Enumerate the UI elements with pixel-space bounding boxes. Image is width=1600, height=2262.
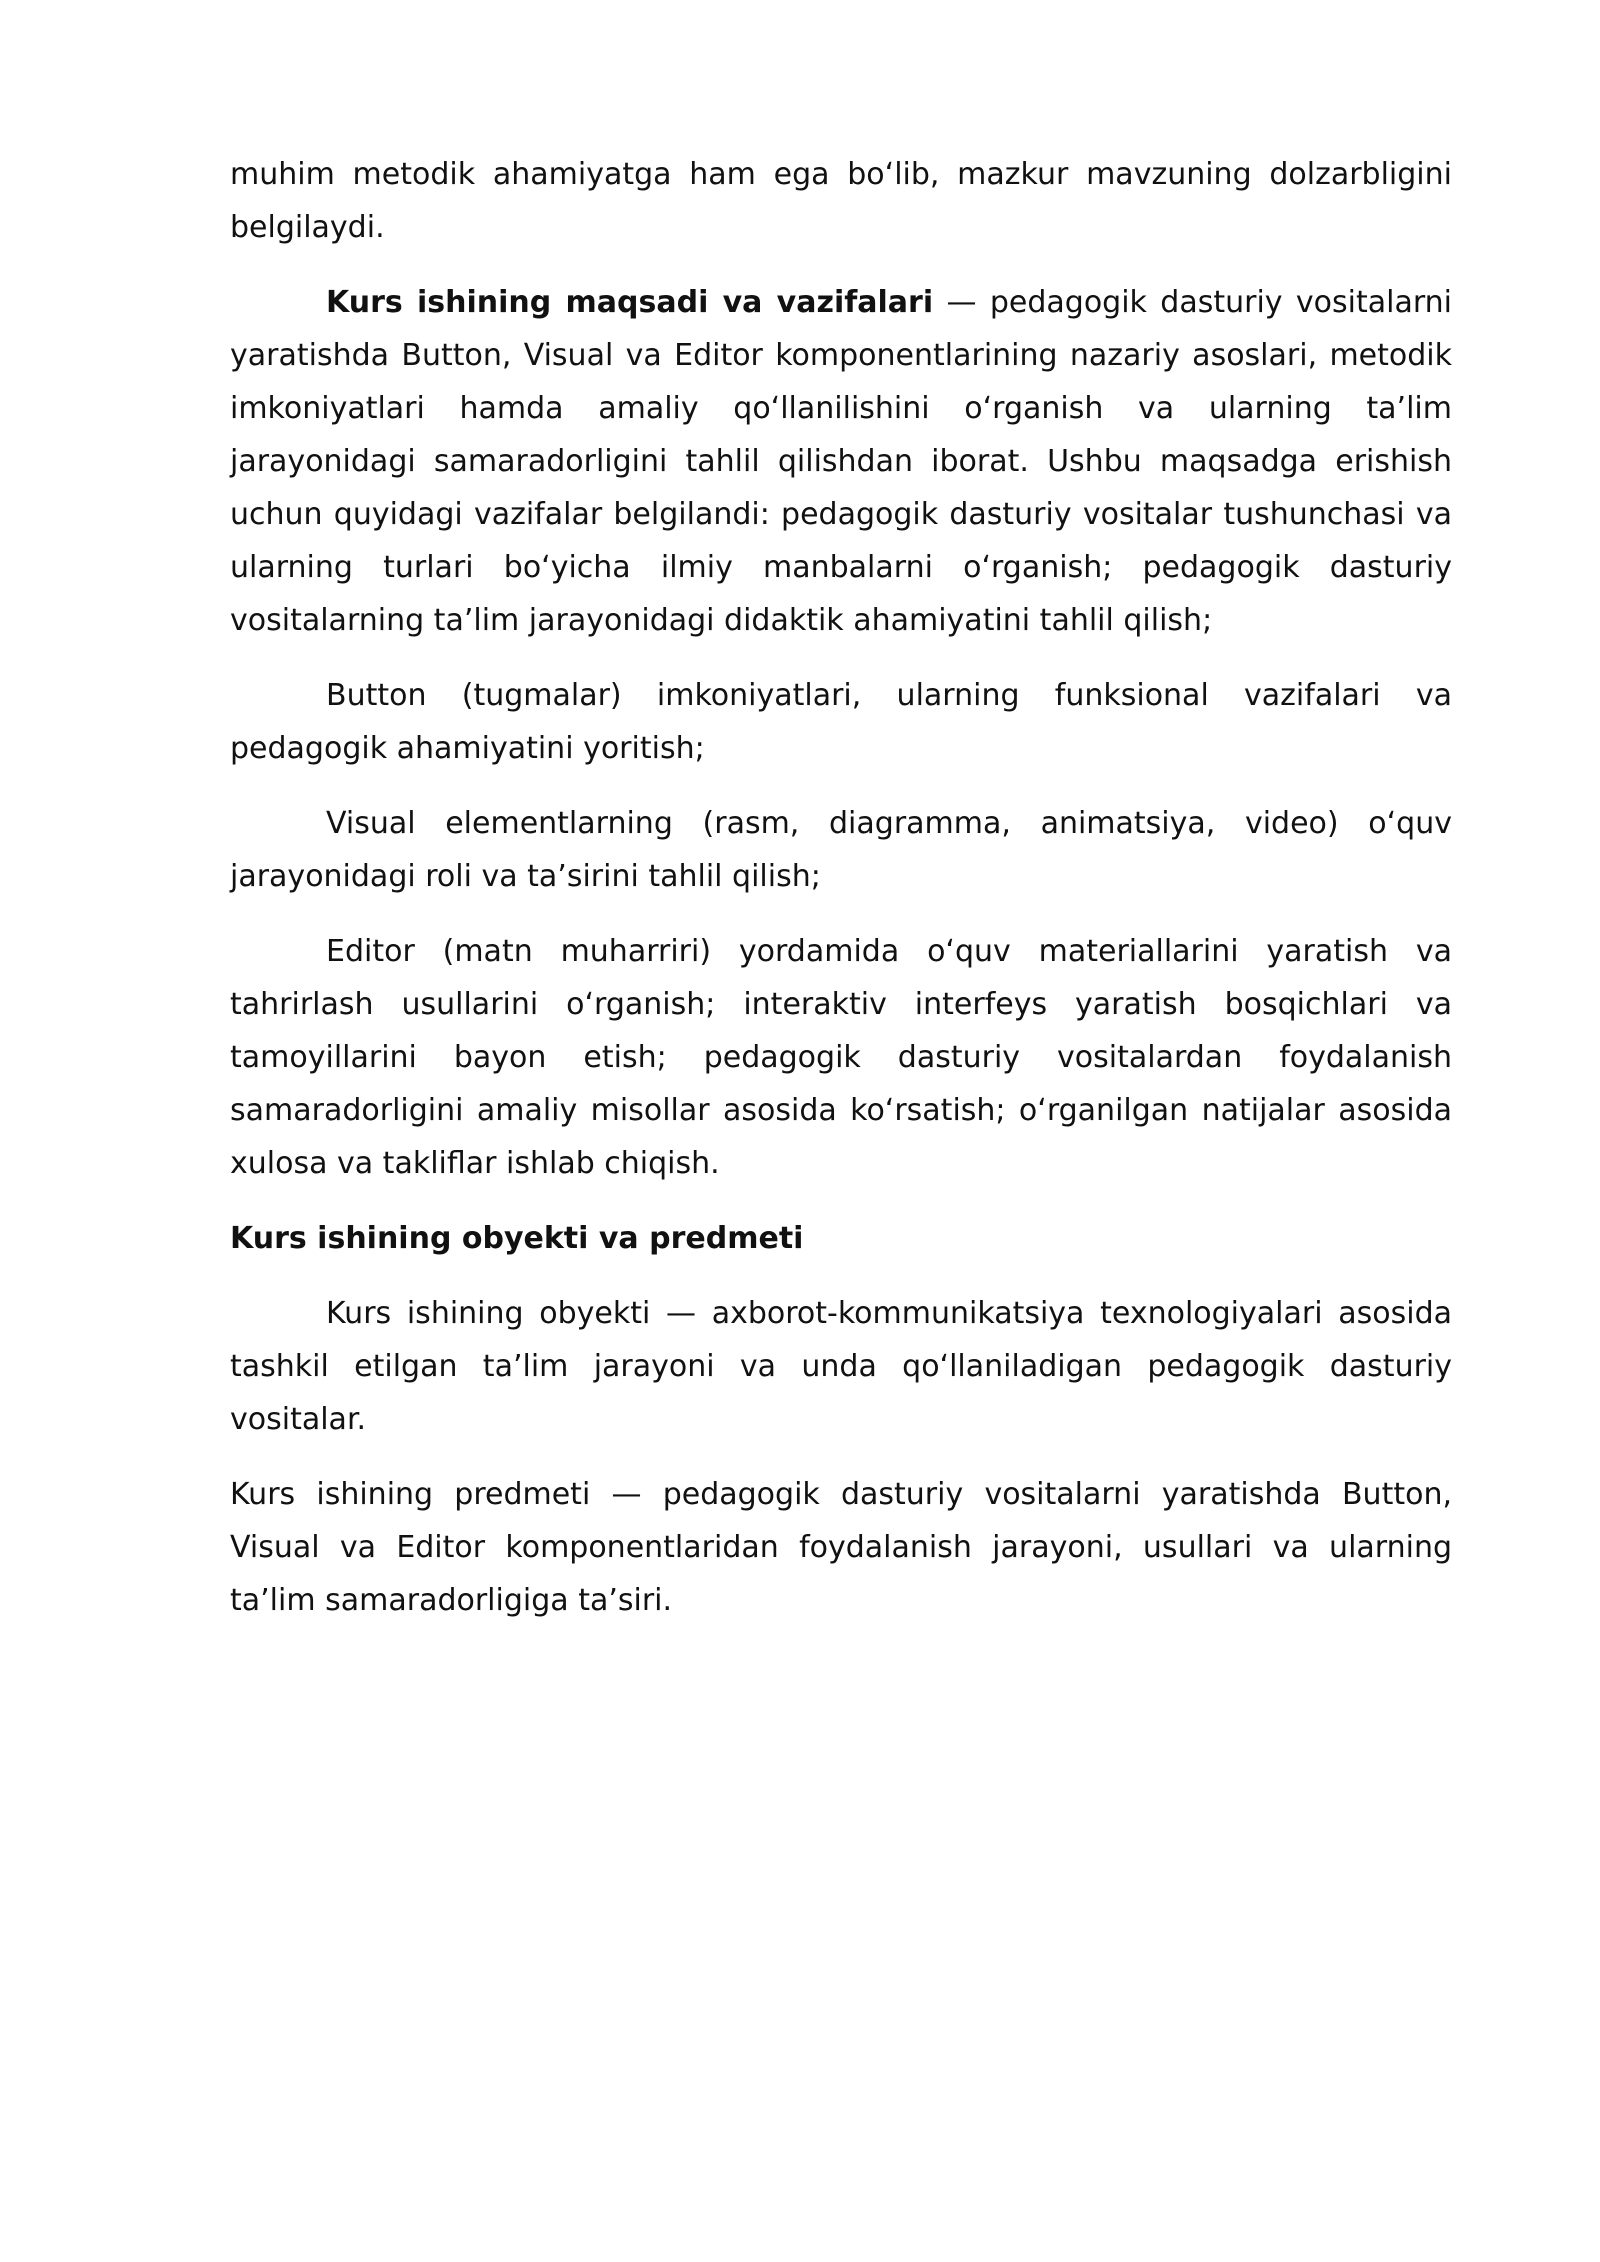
goals-text: — pedagogik dasturiy vositalarni yaratishda Button, Visual va Editor komponentlarining nazariy asoslari, metodik imkoniyatlari hamda amaliy qo‘llanilishini o‘rganish va ularning ta’lim jarayonidagi samaradorligini tahlil qilishdan iborat. Ushbu maqsadga erishish uchun quyidagi vazifalar belgilandi: pedagogik dasturiy vositalar tushunchasi va ularning turlari bo‘yicha ilmiy manbalarni o‘rganish; pedagogik dasturiy vositalarning ta’lim jarayonidagi didaktik ahamiyatini tahlil qilish; xyxy=(230,285,1452,638)
paragraph-visual-task: Visual elementlarning (rasm, diagramma, animatsiya, video) o‘quv jarayonidagi roli va ta’sirini tahlil qilish; xyxy=(230,806,1452,894)
paragraph-object: Kurs ishining obyekti — axborot-kommunikatsiya texnologiyalari asosida tashkil etilgan ta’lim jarayoni va unda qo‘llaniladigan pedagogik dasturiy vositalar. xyxy=(230,1296,1452,1437)
document-body xyxy=(230,148,1452,1649)
paragraph-goals xyxy=(230,276,1452,647)
paragraph-intro-continuation: muhim metodik ahamiyatga ham ega bo‘lib, mazkur mavzuning dolzarbligini belgilaydi. xyxy=(230,157,1452,245)
paragraph-editor-task: Editor (matn muharriri) yordamida o‘quv materiallarini yaratish va tahrirlash usullarini o‘rganish; interaktiv interfeys yaratish bosqichlari va tamoyillarini bayon etish; pedagogik dasturiy vositalardan foydalanish samaradorligini amaliy misollar asosida ko‘rsatish; o‘rganilgan natijalar asosida xulosa va takliflar ishlab chiqish. xyxy=(230,934,1452,1181)
section-heading: Kurs ishining obyekti va predmeti xyxy=(230,1221,804,1256)
goals-term: Kurs ishining maqsadi va vazifalari xyxy=(326,285,934,320)
paragraph-button-task: Button (tugmalar) imkoniyatlari, ularning funksional vazifalari va pedagogik ahamiyatini yoritish; xyxy=(230,678,1452,766)
paragraph-subject: Kurs ishining predmeti — pedagogik dasturiy vositalarni yaratishda Button, Visual va Editor komponentlaridan foydalanish jarayoni, usullari va ularning ta’lim samaradorligiga ta’siri. xyxy=(230,1477,1452,1618)
